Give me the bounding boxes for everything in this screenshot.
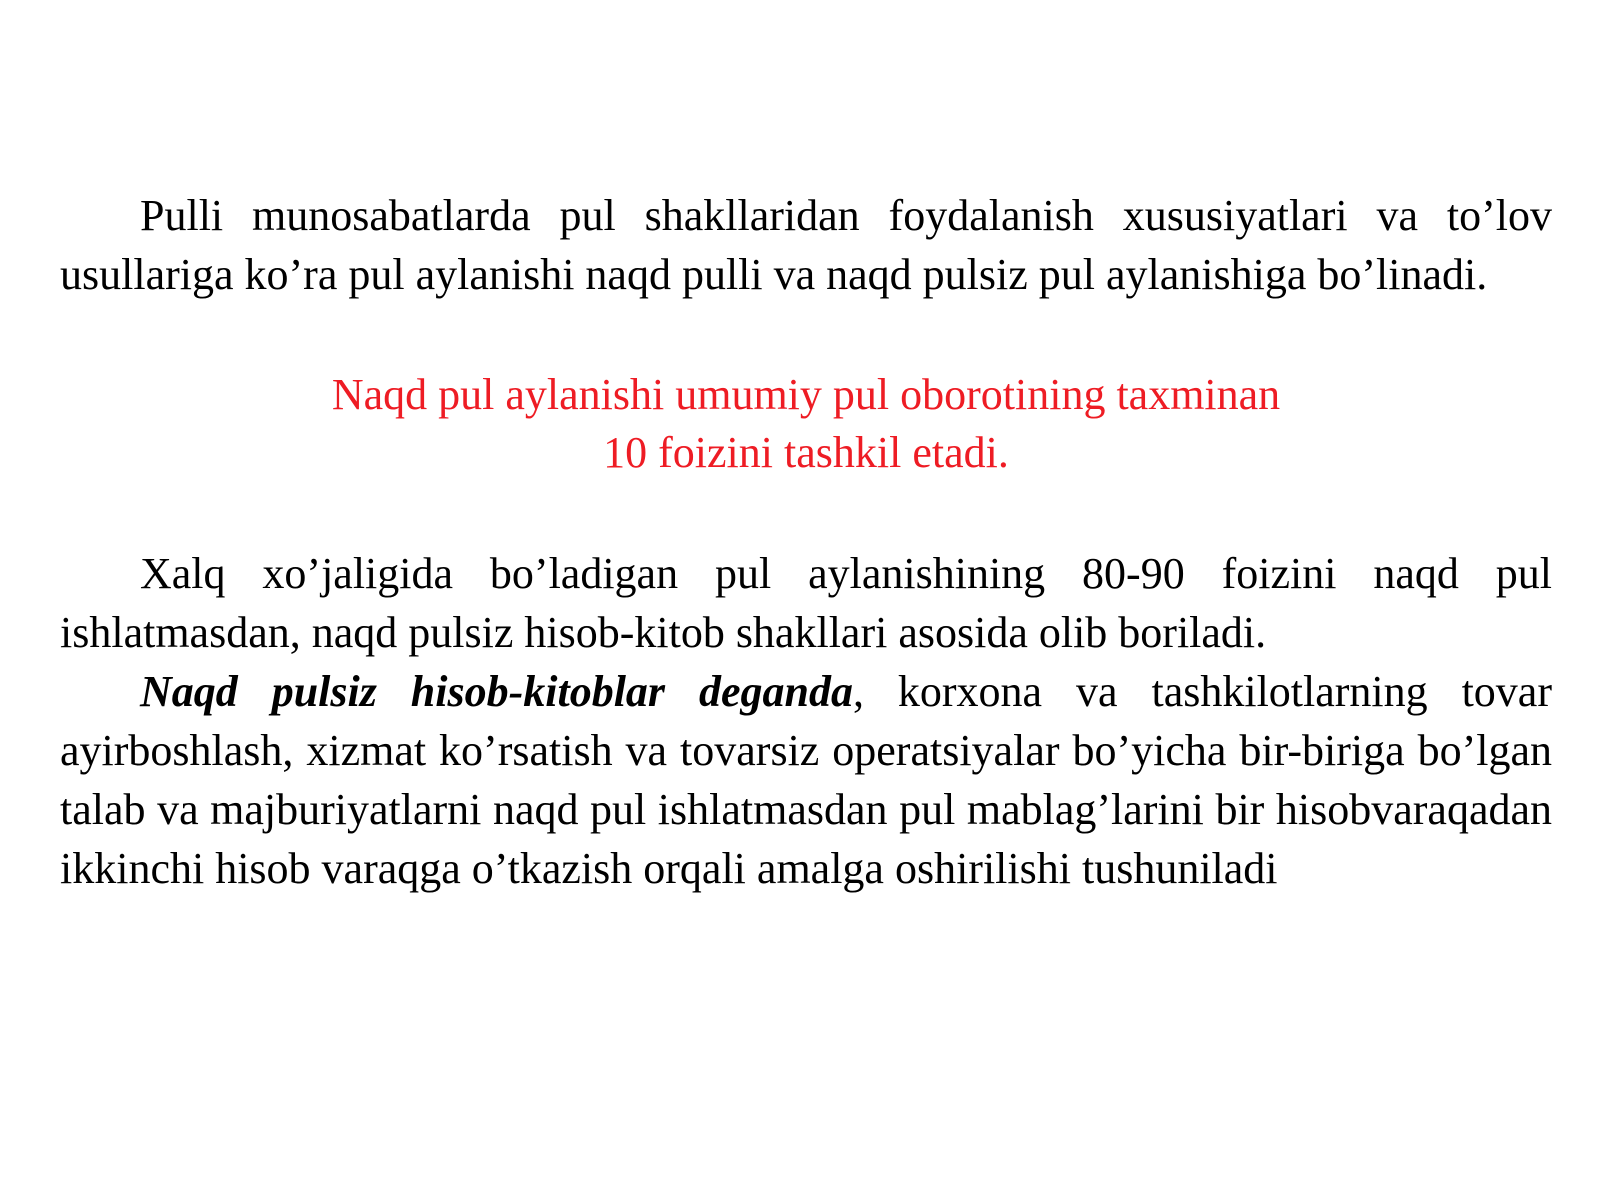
- definition-term: Naqd pulsiz hisob-kitoblar deganda: [140, 667, 853, 716]
- paragraph-money-forms: Pulli munosabatlarda pul shakllaridan foydalanish xususiyatlari va to’lov usullariga ko’ra pul aylanishi naqd pulli va naqd pulsiz pul aylanishiga bo’linadi.: [60, 191, 1552, 299]
- definition-text: , korxona va tashkilotlarning tovar ayirboshlash, xizmat ko’rsatish va tovarsiz operatsiyalar bo’yicha bir-biriga bo’lgan talab va majburiyatlarni naqd pul ishlatmasdan pul mablag’larini bir hisobvaraqadan ikkinchi hisob varaqga o’tkazish orqali amalga oshirilishi tushuniladi: [60, 667, 1552, 893]
- highlight-cash-share: [60, 366, 1552, 482]
- paragraph-noncash-share: Xalq xo’jaligida bo’ladigan pul aylanishining 80-90 foizini naqd pul ishlatmasdan, naqd pulsiz hisob-kitob shakllari asosida olib boriladi.: [60, 549, 1552, 657]
- highlight-line-2: 10 foizini tashkil etadi.: [603, 428, 1009, 477]
- slide-content: [60, 186, 1552, 898]
- highlight-line-1: Naqd pul aylanishi umumiy pul oborotining taxminan: [331, 370, 1281, 419]
- paragraph-noncash-definition: [60, 662, 1552, 898]
